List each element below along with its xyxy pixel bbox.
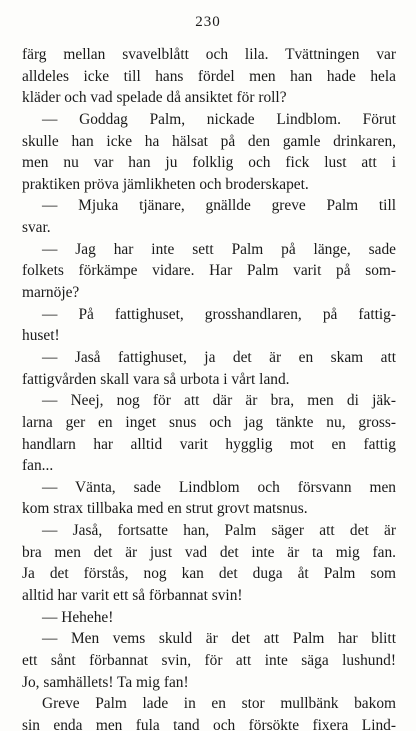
text-line: ett sånt förbannat svin, för att inte säga lushund! <box>22 651 396 669</box>
text-line: larna ger en inget snus och jag tänkte nu, gross- <box>22 413 396 431</box>
text-line: — På fattighuset, grosshandlaren, på fattig- <box>42 305 396 323</box>
text-line: bra men det är just vad det inte är ta mig fan. <box>22 543 396 561</box>
text-line: alltid har varit ett så förbannat svin! <box>22 587 243 605</box>
body-text <box>22 44 396 737</box>
text-line: — Men vems skuld är det att Palm har blitt <box>42 630 396 648</box>
text-line: Ja det förstås, nog kan det duga åt Palm som <box>22 565 396 583</box>
text-line: kläder och vad spelade då ansiktet för roll? <box>22 89 287 107</box>
text-line: — Hehehe! <box>42 608 114 626</box>
text-line: — Mjuka tjänare, gnällde greve Palm till <box>42 197 396 215</box>
text-line: fattigvården skall vara så urbota i vårt land. <box>22 370 290 388</box>
text-line: fan... <box>22 457 54 475</box>
text-line: — Jaså fattighuset, ja det är en skam att <box>42 348 396 366</box>
text-line: huset! <box>22 327 60 345</box>
text-line: sin enda men fula tand och försökte fixera Lind- <box>22 716 396 734</box>
text-line: — Vänta, sade Lindblom och försvann men <box>42 478 396 496</box>
text-line: skulle han icke ha hälsat på den gamle drinkaren, <box>22 132 396 150</box>
text-line: Greve Palm lade in en stor mullbänk bakom <box>42 695 396 713</box>
text-line: svar. <box>22 219 51 237</box>
text-line: — Neej, nog för att där är bra, men di jäk- <box>42 392 396 410</box>
text-line: färg mellan svavelblått och lila. Tvättningen var <box>22 46 396 63</box>
text-line: alldeles icke till hans fördel men han hade hela <box>22 67 396 85</box>
text-line: — Jag har inte sett Palm på länge, sade <box>42 240 396 258</box>
text-line: handlarn har alltid varit hygglig mot en fattig <box>22 435 396 453</box>
text-line: — Goddag Palm, nickade Lindblom. Förut <box>42 110 396 128</box>
text-line: — Jaså, fortsatte han, Palm säger att det är <box>42 522 396 540</box>
text-line: kom strax tillbaka med en strut grovt matsnus. <box>22 500 308 518</box>
page-number: 230 <box>195 14 221 30</box>
text-line: praktiken pröva jämlikheten och broderskapet. <box>22 175 309 193</box>
text-line: men nu var han ju folklig och fick lust att i <box>22 154 396 172</box>
text-line: folkets förkämpe vidare. Har Palm varit på som- <box>22 262 396 280</box>
text-line: Jo, samhällets! Ta mig fan! <box>22 673 189 691</box>
text-line: marnöje? <box>22 284 80 302</box>
